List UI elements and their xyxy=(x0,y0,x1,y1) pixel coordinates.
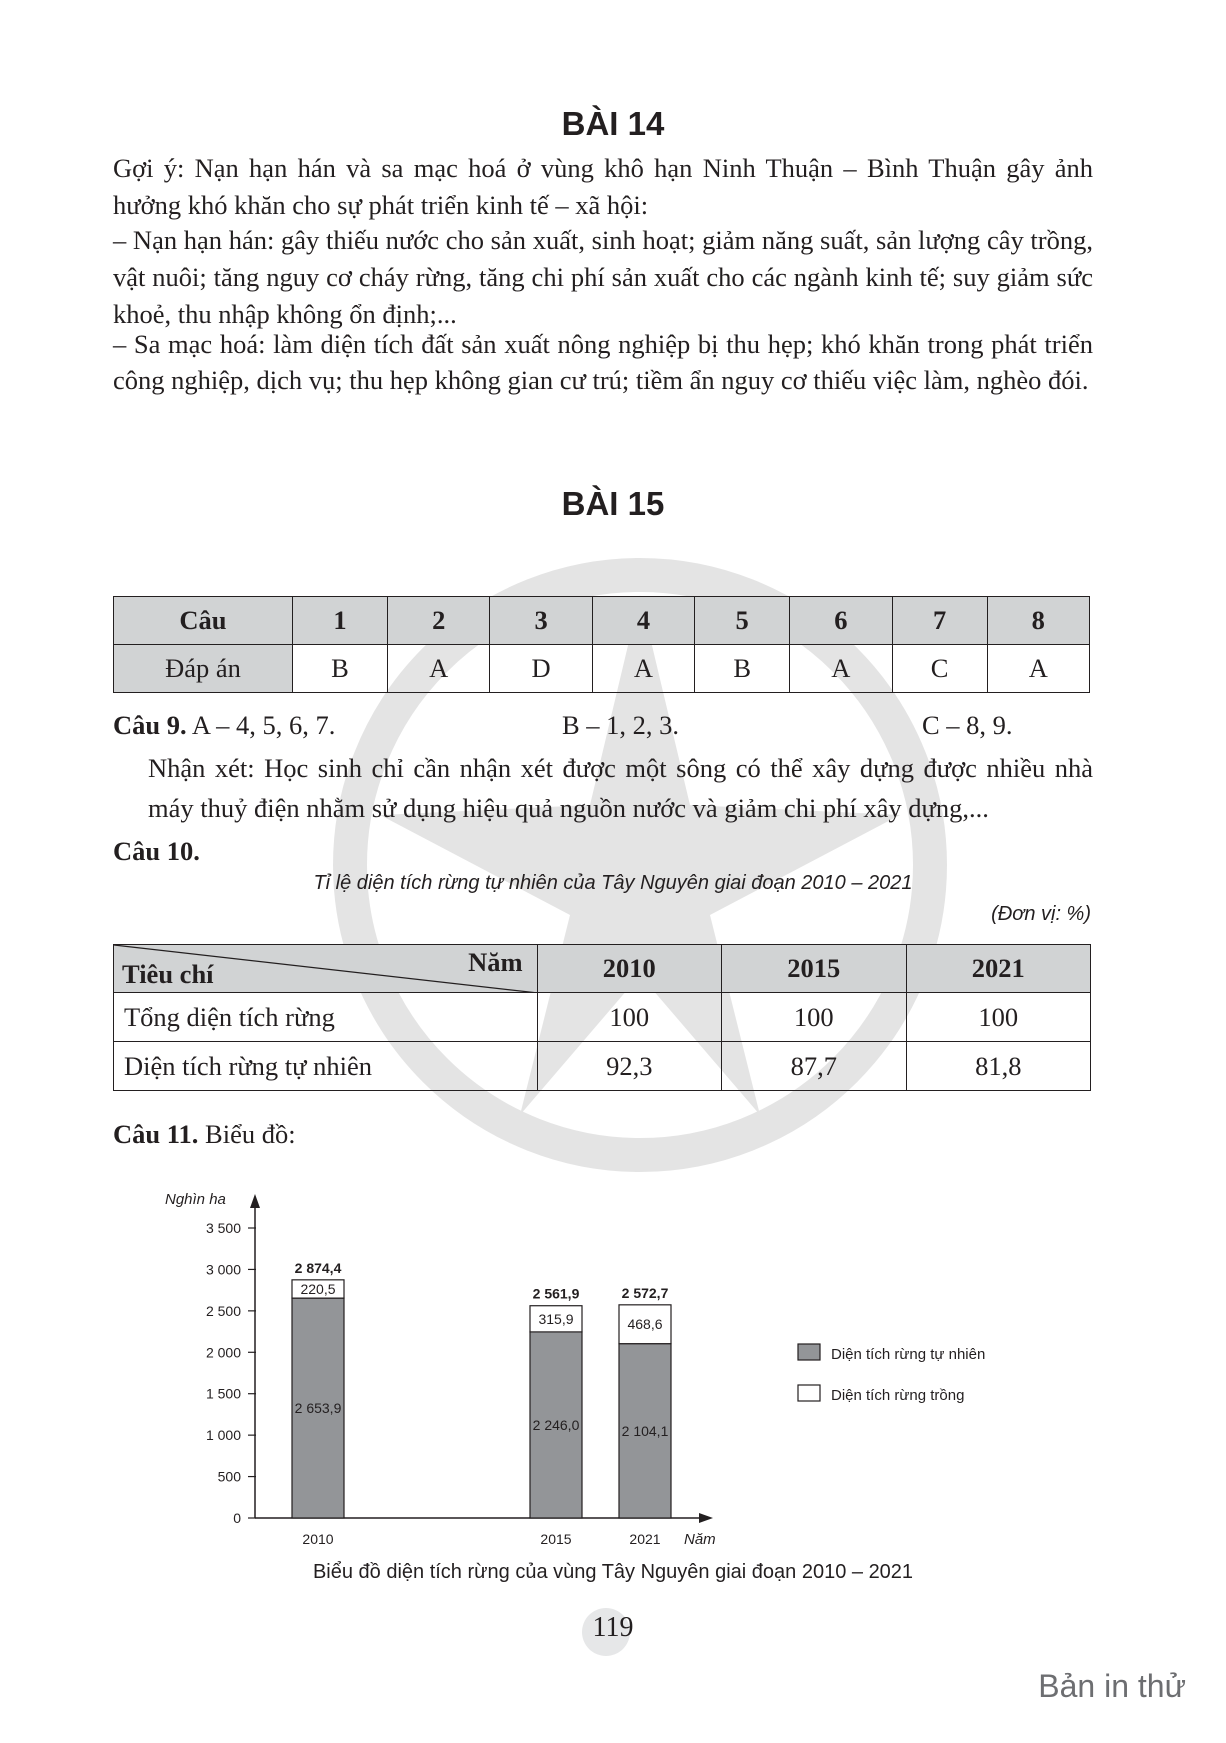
year-header: 2010 xyxy=(537,945,721,993)
answer-cell: C xyxy=(892,645,987,693)
table-cell: 87,7 xyxy=(722,1042,906,1091)
y-axis-label: Nghìn ha xyxy=(165,1191,226,1208)
x-tick-label: 2021 xyxy=(629,1531,661,1547)
table-cell: 92,3 xyxy=(537,1042,721,1091)
question-number: 5 xyxy=(695,597,790,645)
table-row xyxy=(114,1042,1091,1091)
table-row xyxy=(114,993,1091,1042)
forest-area-chart xyxy=(150,1150,1030,1570)
data-label-total: 2 572,7 xyxy=(621,1284,669,1301)
y-tick-label: 1 500 xyxy=(205,1385,241,1402)
answer-cell: A xyxy=(592,645,694,693)
answer-cell: D xyxy=(490,645,592,693)
y-tick-label: 1 000 xyxy=(205,1427,241,1444)
x-axis-label: Năm xyxy=(684,1531,716,1548)
question-number: 3 xyxy=(490,597,592,645)
question-number: 1 xyxy=(293,597,388,645)
cau10-unit: (Đơn vị: %) xyxy=(991,903,1091,925)
answer-cell: A xyxy=(790,645,892,693)
cau10-label: Câu 10. xyxy=(113,836,200,866)
y-tick-label: 2 500 xyxy=(205,1302,241,1319)
answer-cell: B xyxy=(695,645,790,693)
cau9-c: C – 8, 9. xyxy=(922,710,1013,740)
table-cell: 81,8 xyxy=(906,1042,1091,1091)
bai14-drought-paragraph: – Nạn hạn hán: gây thiếu nước cho sản xuất, sinh hoạt; giảm năng suất, sản lượng cây trồng, vật nuôi; tăng nguy cơ cháy rừng, tăng chi phí sản xuất cho các ngành kinh tế; suy giảm sức khoẻ, thu nhập không ổn định;... xyxy=(113,225,1093,329)
cau10-table-title: Tỉ lệ diện tích rừng tự nhiên của Tây Nguyên giai đoạn 2010 – 2021 xyxy=(313,872,913,894)
bai15-title: BÀI 15 xyxy=(561,485,665,522)
cau9-part-a xyxy=(113,709,335,741)
bai14-desertification-paragraph: – Sa mạc hoá: làm diện tích đất sản xuất nông nghiệp bị thu hẹp; khó khăn trong phát triển công nghiệp, dịch vụ; thu hẹp không gian cư trú; tiềm ẩn nguy cơ thiếu việc làm, nghèo đói. xyxy=(113,329,1093,395)
answer-table-question-row xyxy=(114,597,1090,645)
table-cell: 100 xyxy=(906,993,1091,1042)
data-label-planted: 220,5 xyxy=(300,1280,336,1297)
table-cell: 100 xyxy=(722,993,906,1042)
year-header: 2015 xyxy=(722,945,906,993)
header-diagonal-cell xyxy=(114,945,538,993)
data-label-total: 2 561,9 xyxy=(532,1285,580,1302)
year-header: 2021 xyxy=(906,945,1091,993)
cau11-label: Câu 11. xyxy=(113,1119,199,1149)
cau9-label: Câu 9. xyxy=(113,710,187,740)
x-axis-arrow-icon xyxy=(699,1513,713,1523)
question-number: 6 xyxy=(790,597,892,645)
data-label-natural: 2 104,1 xyxy=(621,1422,669,1439)
cau11-heading xyxy=(113,1118,296,1150)
answer-table-row-label: Câu xyxy=(114,597,293,645)
y-axis-arrow-icon xyxy=(250,1194,260,1208)
answer-table-answer-row xyxy=(114,645,1090,693)
legend-swatch xyxy=(798,1385,820,1401)
data-label-planted: 315,9 xyxy=(538,1310,574,1327)
y-tick-label: 3 000 xyxy=(205,1261,241,1278)
row-label: Diện tích rừng tự nhiên xyxy=(114,1042,538,1091)
x-tick-label: 2010 xyxy=(302,1531,334,1547)
draft-label: Bản in thử xyxy=(1038,1668,1186,1704)
header-year: Năm xyxy=(468,947,523,977)
answer-cell: A xyxy=(388,645,490,693)
cau9-a: A – 4, 5, 6, 7. xyxy=(191,710,336,740)
question-number: 7 xyxy=(892,597,987,645)
question-number: 8 xyxy=(987,597,1089,645)
data-label-natural: 2 246,0 xyxy=(532,1416,580,1433)
bai14-title: BÀI 14 xyxy=(561,105,665,142)
row-label: Tổng diện tích rừng xyxy=(114,993,538,1042)
page-number: 119 xyxy=(592,1612,634,1643)
header-criteria: Tiêu chí xyxy=(122,959,214,989)
answer-cell: A xyxy=(987,645,1089,693)
question-number: 4 xyxy=(592,597,694,645)
answer-table xyxy=(113,596,1090,693)
data-label-natural: 2 653,9 xyxy=(294,1400,342,1417)
answer-table-row-label: Đáp án xyxy=(114,645,293,693)
table-cell: 100 xyxy=(537,993,721,1042)
forest-ratio-table xyxy=(113,944,1091,1091)
cau10-label-wrap xyxy=(113,835,200,867)
forest-ratio-header-row xyxy=(114,945,1091,993)
data-label-total: 2 874,4 xyxy=(294,1259,342,1276)
y-tick-label: 500 xyxy=(217,1468,241,1485)
answer-cell: B xyxy=(293,645,388,693)
bai14-intro: Gợi ý: Nạn hạn hán và sa mạc hoá ở vùng khô hạn Ninh Thuận – Bình Thuận gây ảnh hưởng khó khăn cho sự phát triển kinh tế – xã hội: xyxy=(113,153,1093,220)
x-tick-label: 2015 xyxy=(540,1531,572,1547)
legend-label: Diện tích rừng trồng xyxy=(831,1387,965,1404)
cau11-text: Biểu đồ: xyxy=(205,1119,296,1149)
legend-swatch xyxy=(798,1344,820,1360)
cau9-remark: Nhận xét: Học sinh chỉ cần nhận xét được một sông có thể xây dựng được nhiều nhà máy thuỷ điện nhằm sử dụng hiệu quả nguồn nước và giảm chi phí xây dựng,... xyxy=(148,753,1093,823)
legend-label: Diện tích rừng tự nhiên xyxy=(831,1346,986,1363)
question-number: 2 xyxy=(388,597,490,645)
chart-title: Biểu đồ diện tích rừng của vùng Tây Nguyên giai đoạn 2010 – 2021 xyxy=(312,1561,914,1583)
y-tick-label: 0 xyxy=(233,1510,241,1526)
y-tick-label: 3 500 xyxy=(205,1220,241,1236)
data-label-planted: 468,6 xyxy=(627,1316,663,1333)
y-tick-label: 2 000 xyxy=(205,1344,241,1361)
cau9-b: B – 1, 2, 3. xyxy=(562,710,680,740)
